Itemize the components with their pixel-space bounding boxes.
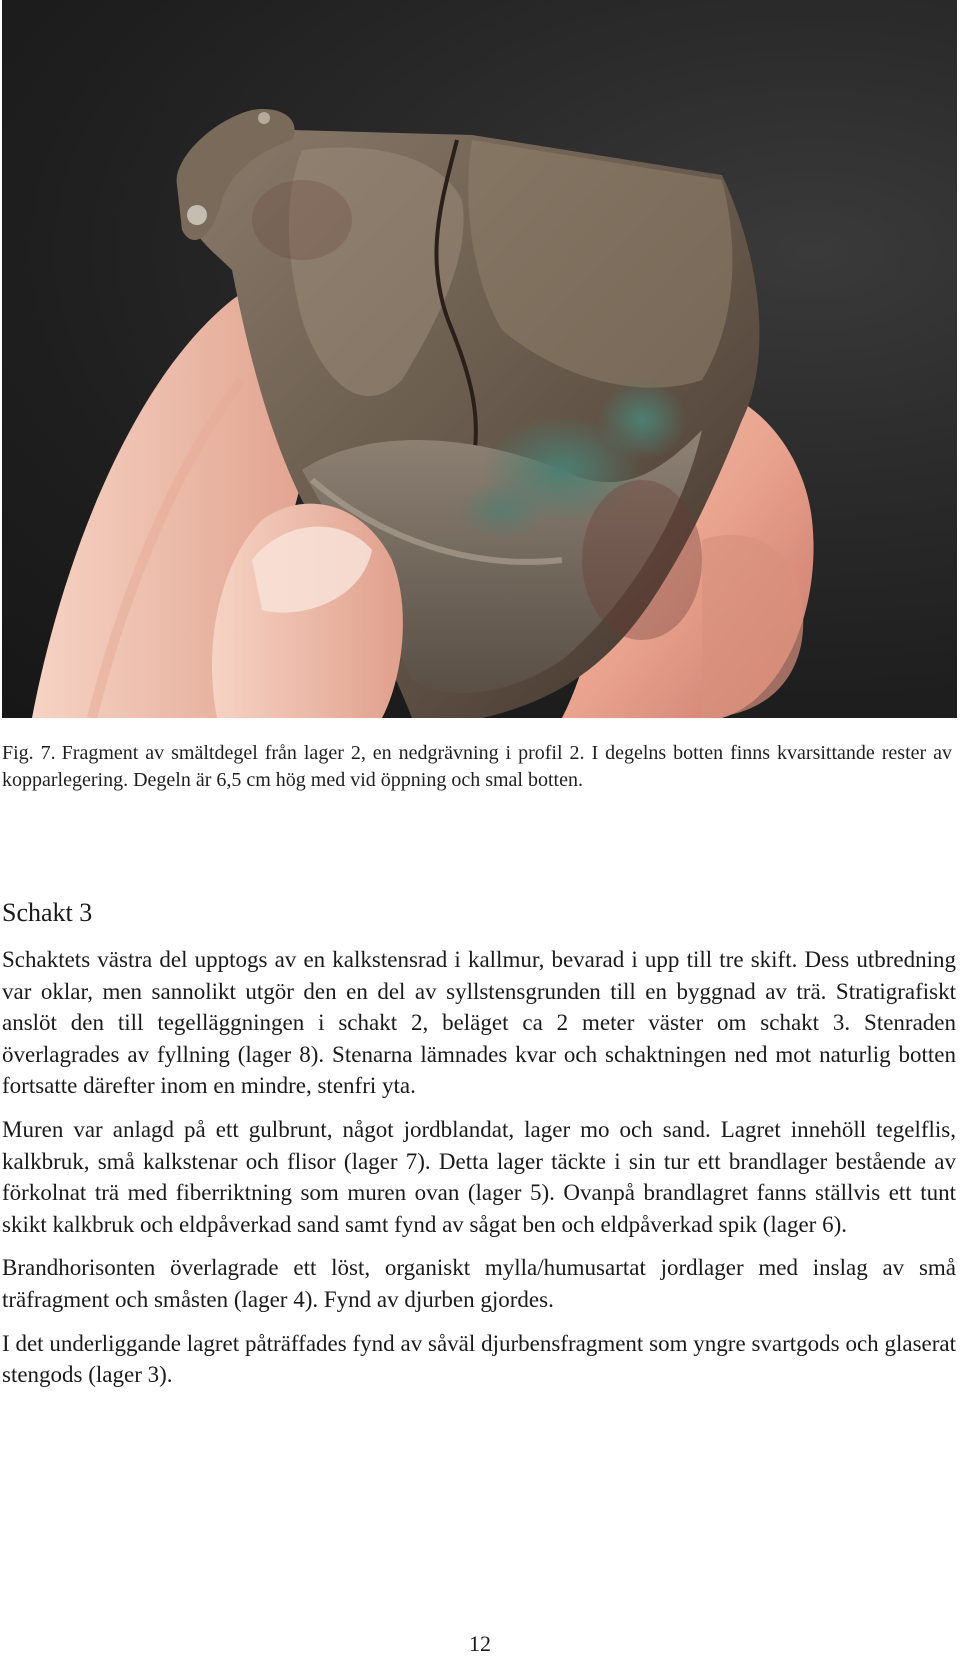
paragraph-4: I det underliggande lagret påträffades fynd av såväl djurbensfragment som yngre svartgods och glaserat stengods (lager 3). <box>2 1330 956 1388</box>
page-number: 12 <box>469 1631 491 1656</box>
body-text <box>2 944 956 1403</box>
figure-caption <box>2 740 952 794</box>
figure-caption-text: Fragment av smältdegel från lager 2, en nedgrävning i profil 2. I degelns botten finns kvarsittande rester av kopparlegering. Degeln är 6,5 cm hög med vid öppning och smal botten. <box>2 742 953 791</box>
figure-photo <box>2 0 957 718</box>
paragraph-1: Schaktets västra del upptogs av en kalkstensrad i kallmur, bevarad i upp till tre skift. Dess utbredning var oklar, men sannolikt utgör den en del av syllstensgrunden till en byggnad av trä. Stratigrafiskt anslöt den till tegelläggningen i schakt 2, beläget ca 2 meter väster om schakt 3. Stenraden överlagrades av fyllning (lager 8). Stenarna lämnades kvar och schaktningen ned mot naturlig botten fortsatte därefter inom en mindre, stenfri yta. <box>2 947 956 1099</box>
paragraph-2: Muren var anlagd på ett gulbrunt, något jordblandat, lager mo och sand. Lagret innehöll tegelflis, kalkbruk, små kalkstenar och flisor (lager 7). Detta lager täckte i sin tur ett brandlager bestående av förkolnat trä med fiberriktning som muren ovan (lager 5). Ovanpå brandlagret fanns ställvis ett tunt skikt kalkbruk och eldpåverkad sand samt fynd av sågat ben och eldpåverkad spik (lager 6). <box>2 1116 956 1237</box>
crucible-photo-illustration <box>2 0 957 718</box>
paragraph-3: Brandhorisonten överlagrade ett löst, organiskt mylla/humusartat jordlager med inslag av små träfragment och småsten (lager 4). Fynd av djurben gjordes. <box>2 1255 956 1312</box>
figure-label: Fig. 7. <box>2 742 56 764</box>
section-heading: Schakt 3 <box>2 898 93 927</box>
